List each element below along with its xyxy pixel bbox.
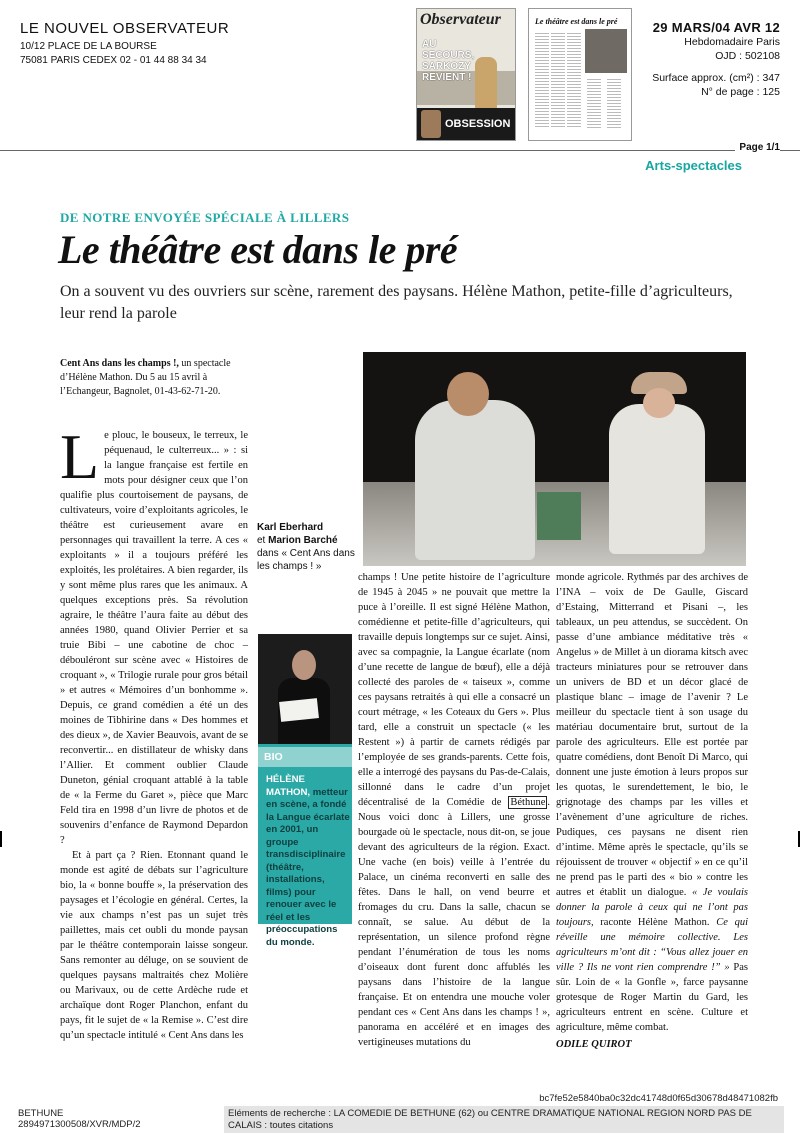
article-text: . Nous voici donc à Lillers, une grosse bourgade où le spectacle, nous dit-on, se joue devant des agriculteurs de la région. Exact. Une vache (en bois) veille à l’entrée du Palace, un cinéma reconverti en salle des fêtes. Dans le hall, on vend beurre et fromages du cru. Dans la salle, chacun se connaît, se salue. Au début de la représentation, un silence profond règne pendant l’énumération de tous les noms d’oiseaux dont furent donc affublés les paysans dans l’histoire de la langue française. Et on entendra une mouche voler pendant ces « Cent Ans dans les champs ! », panorama en accéléré et en images des vertigineuses mutations du bbox=[358, 797, 550, 1048]
article-thumbnail-photo bbox=[585, 29, 627, 73]
clipping-metadata bbox=[630, 20, 780, 99]
bio-description: metteur en scène, a fondé la Langue écarlate en 2001, un groupe transdisciplinaire (théâtre, installations, films) pour renouer avec le réel et les préoccupations du monde. bbox=[266, 786, 350, 948]
highlighted-keyword: Béthune bbox=[510, 797, 546, 808]
author-signature: ODILE QUIROT bbox=[556, 1039, 632, 1050]
article-thumbnail-column bbox=[551, 33, 565, 128]
surface-area: Surface approx. (cm²) : 347 bbox=[652, 72, 780, 84]
article-thumbnail-column bbox=[587, 79, 601, 129]
article-thumbnail-column bbox=[535, 33, 549, 128]
article-column-3 bbox=[358, 570, 550, 1050]
cover-runner-figure bbox=[475, 57, 497, 109]
article-thumbnail-column bbox=[607, 79, 621, 129]
issue-date: 29 MARS/04 AVR 12 bbox=[652, 20, 780, 35]
article-standfirst: On a souvent vu des ouvriers sur scène, rarement des paysans. Hélène Mathon, petite-fille d’agriculteurs, leur rend la parole bbox=[60, 283, 733, 322]
section-rubric: Arts-spectacles bbox=[645, 158, 742, 173]
publication-name: LE NOUVEL OBSERVATEUR bbox=[20, 20, 230, 37]
bio-portrait-face bbox=[292, 650, 316, 680]
publication-address-line-1: 10/12 PLACE DE LA BOURSE bbox=[20, 41, 157, 52]
article-text: monde agricole. Rythmés par des archives de l’INA – voix de De Gaulle, Giscard d’Estaing, Mitterrand et Pisani –, les tableaux, un peu attendus, se succèdent. On passe d’une ambiance méditative très « Angelus » de Millet à un diorama kitsch avec tracteurs miniatures pour se retrouver dans un univers de BD et un décor glacé de plastique blanc – image de l’avenir ? Le meilleur du spectacle tient à son usage du matériau documentaire brut, surtout de la parole des agriculteurs. Elle est portée par quatre comédiens, dont Benoît Di Marco, qui donnent une juste émotion à leurs propos sur les quotas, le surendettement, le bio, le grignotage des champs par les villes et l’avènement d’une agriculture de riches. Pudiques, ces paysans ne disent rien d’intime. Même après le spectacle, qu’ils se réjouissent de trouver « objectif » en ce qu’il ne prend pas le parti des « bio » contre les autres et établit un dialogue. bbox=[556, 572, 748, 898]
article-thumbnail-title: Le théâtre est dans le pré bbox=[535, 17, 618, 26]
article-column-1 bbox=[60, 421, 248, 1043]
article-paragraph: Et à part ça ? Rien. Etonnant quand le monde est agité de débats sur l’agriculture bio, la « bonne bouffe », la préservation des paysages et l’écologie en général. Certes, la vie aux champs n’est pas un sujet très paillettes, mais cet oubli du monde paysan par le théâtre contemporain laisse songeur. Sans remonter au déluge, on se souvient de quelques paysans maltraités chez Molière ou Marivaux, ou de cette Ardèche rude et archaïque dont Roger Planchon, enfant du pays, fit le sujet de « la Remise ». C’est dire qu’un spectacle intitulé « Cent Ans dans les bbox=[60, 850, 248, 1041]
bio-label: BIO bbox=[258, 747, 352, 767]
cover-thumbnail bbox=[416, 8, 516, 141]
article-thumbnail bbox=[528, 8, 632, 141]
actor-head-1 bbox=[447, 372, 489, 416]
actor-figure-1 bbox=[415, 400, 535, 560]
article-column-4 bbox=[556, 570, 748, 1052]
article-kicker: DE NOTRE ENVOYÉE SPÉCIALE À LILLERS bbox=[60, 210, 350, 225]
stage-photo bbox=[363, 352, 746, 566]
article-text: champs ! Une petite histoire de l’agriculture de 1945 à 2045 » ne pouvait que mettre la puce à l’oreille. Il est signé Hélène Mathon, comédienne et petite-fille d’agriculteurs, qui travaille depuis longtemps sur ce sujet. Ainsi, avec sa compagnie, la Langue écarlate (nom d’une recette de langue de bœuf), elle a déjà collecté des paroles de « taiseux », comme ces paysans retraités à qui elle a consacré un court métrage, « les Coteaux du Gers ». Plus tard, elle a construit un spectacle (« les Restent ») à partir de carnets rédigés par l’employée de ses grands-parents. Cette fois, elle a interrogé des paysans du Pas-de-Calais, sillonné dans le cadre d’un projet décentralisé de la Comédie de bbox=[358, 572, 550, 808]
show-details: un spectacle d’Hélène Mathon. Du 5 au 15 avril à l’Echangeur, Bagnolet, 01-43-62-71-20. bbox=[60, 358, 231, 397]
caption-and: et bbox=[257, 535, 266, 546]
bio-text bbox=[266, 774, 350, 949]
article-quote: « Je voulais donner la parole à ceux qui ne l’ont pas toujours, bbox=[556, 887, 749, 928]
show-title: Cent Ans dans les champs !, bbox=[60, 358, 179, 369]
actor-figure-2 bbox=[609, 404, 705, 554]
footer-ref-code: 2894971300508/XVR/MDP/2 bbox=[18, 1119, 141, 1130]
page-number: N° de page : 125 bbox=[701, 86, 780, 98]
caption-name-1: Karl Eberhard bbox=[257, 522, 324, 533]
publication-header bbox=[20, 20, 280, 68]
bio-box bbox=[258, 634, 352, 948]
footer-city: BETHUNE bbox=[18, 1108, 64, 1119]
header-divider bbox=[0, 150, 800, 151]
article-paragraph: e plouc, le bouseux, le terreux, le péquenaud, le culterreux... » : si la langue française est fertile en mots pour désigner ceux que l’on qualifie plus courtoisement de paysans, de cultivateurs, voire d’exploitants agricoles, le théâtre est curieusement avare en personnages qui travaillent la terre. A ces « exploitants » il a toujours préféré les exploités, les prolétaires. A bien regarder, ils y sont même plus rares que les animaux. A quelques exceptions près. Sa révolution agraire, le théâtre l’aura faite au début des années 1980, quand Olivier Perrier et sa truie Bibi – une cabotine de choc – débouléront sur scène avec « Histoires de croquant », « Trilogie rurale pour gros bétail » et autres « Mémoires d’un bonhomme ». Depuis, ce grand comédien a été un des moines de Tibhirine dans « Des hommes et des dieux », de Xavier Beauvois, avant de se reconvertir... en distillateur de whisky dans l’Allier. Et comment oublier Claude Duneton, génial croquant attablé à la table de « la Ferme du Garet », pièce que Marc Feld tira en 1998 d’un livre de photos et de souvenirs d’enfance de Raymond Depardon ? bbox=[60, 430, 248, 846]
ojd-figure: OJD : 502108 bbox=[715, 50, 780, 62]
article-text: Pas sûr. Loin de « la Gonfle », farce paysanne grotesque de Roger Martin du Gard, les agriculteurs entrent en scène. Culture et agriculture, même combat. bbox=[556, 962, 748, 1033]
publication-address-line-2: 75081 PARIS CEDEX 02 - 01 44 88 34 34 bbox=[20, 55, 207, 66]
footer-reference bbox=[18, 1108, 141, 1130]
show-info-box bbox=[60, 357, 250, 399]
crop-mark-left bbox=[0, 831, 2, 847]
photo-caption bbox=[257, 521, 357, 573]
article-thumbnail-column bbox=[567, 33, 581, 128]
bio-portrait bbox=[258, 634, 352, 744]
search-elements: Eléments de recherche : LA COMEDIE DE BETHUNE (62) ou CENTRE DRAMATIQUE NATIONAL REGION NORD PAS DE CALAIS : toutes citations bbox=[224, 1106, 784, 1133]
caption-text: dans « Cent Ans dans les champs ! » bbox=[257, 548, 355, 572]
cover-headline: AU SECOURS, SARKOZY REVIENT ! bbox=[422, 39, 475, 83]
bio-name: HÉLÈNE MATHON, bbox=[266, 774, 311, 798]
actor-head-2 bbox=[643, 388, 675, 418]
drop-cap: L bbox=[60, 421, 100, 492]
stage-crate bbox=[537, 492, 581, 540]
bio-portrait-script bbox=[279, 698, 319, 722]
article-headline: Le théâtre est dans le pré bbox=[58, 227, 458, 272]
article-quote: Ce qui réveille une mémoire collective. Les agriculteurs m’ont dit : “Vous allez jouer en ville ? Ils ne vont rien comprendre !” » bbox=[556, 917, 748, 973]
page-count-label: Page 1/1 bbox=[735, 142, 780, 153]
caption-name-2: Marion Barché bbox=[268, 535, 338, 546]
article-text: raconte Hélène Mathon. bbox=[593, 917, 710, 928]
cover-band-text: OBSESSION bbox=[445, 118, 511, 130]
frequency: Hebdomadaire Paris bbox=[684, 36, 780, 48]
footer-hash: bc7fe52e5840ba0c32dc41748d0f65d30678d48471082fb bbox=[539, 1093, 778, 1104]
cover-masthead: Observateur bbox=[420, 11, 501, 28]
cover-portrait bbox=[421, 110, 441, 138]
